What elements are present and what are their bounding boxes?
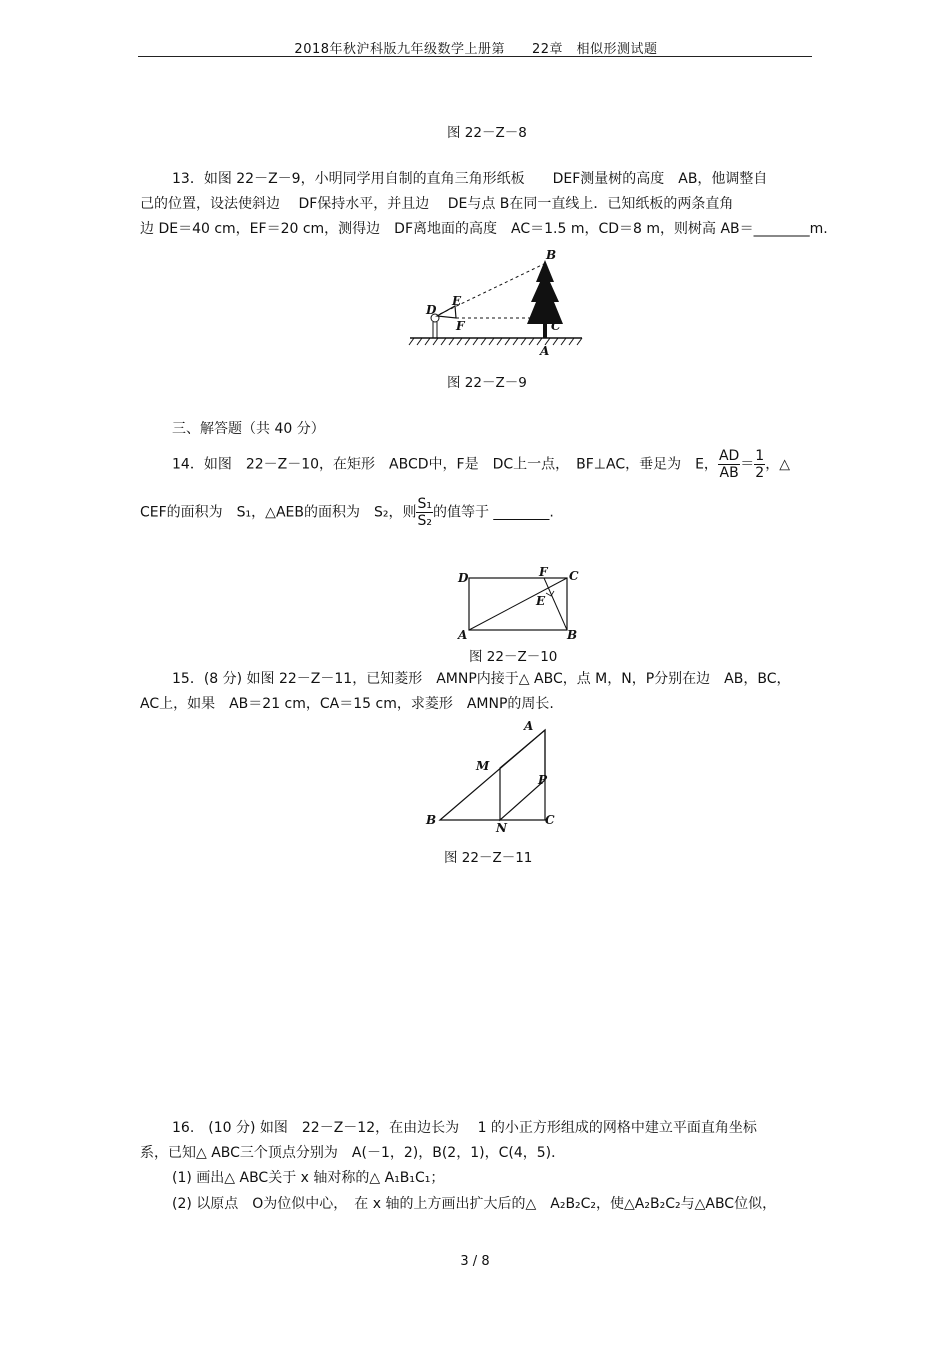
q16-line4: (2) 以原点 O为位似中心， 在 x 轴的上方画出扩大后的△ A₂B₂C₂，使△A₂B₂C₂与△ABC位似， [172, 1196, 777, 1212]
fraction-one-half: $\frac{1}{2}$ [755, 448, 765, 481]
fraction-ad-ab: $\frac{AD}{AB}$ [718, 448, 740, 481]
header-rule [138, 56, 812, 57]
q15-line2: AC上，如果 AB＝21 cm，CA＝15 cm，求菱形 AMNP的周长. [140, 696, 554, 712]
q15-line1: 15．(8 分) 如图 22－Z－11，已知菱形 AMNP内接于△ ABC，点 M，N，P分别在边 AB，BC， [172, 671, 791, 687]
figure-22-z-9 [400, 250, 590, 360]
figure-22-z-11 [420, 718, 570, 838]
label-P: P [538, 773, 548, 787]
q16-line3: (1) 画出△ ABC关于 x 轴对称的△ A₁B₁C₁； [172, 1170, 445, 1186]
fraction-s1-s2: $\frac{\text{S₁}}{\text{S₂}}$ [417, 496, 432, 529]
figure-caption-11: 图 22－Z－11 [444, 850, 533, 866]
figure-22-z-10 [455, 565, 585, 645]
q13-line2: 己的位置，设法使斜边 DF保持水平，并且边 DE与点 B在同一直线上．已知纸板的两条直角 [140, 196, 734, 212]
label-D: D [426, 303, 437, 317]
label-A: A [524, 719, 534, 733]
q13-line1: 13．如图 22－Z－9，小明同学用自制的直角三角形纸板 DEF测量树的高度 AB，他调整自 [172, 171, 768, 187]
q14-line2: CEF的面积为 S₁，△AEB的面积为 S₂，则 $\frac{\text{S₁}}{\text{S₂}}$ 的值等于 ________. [140, 496, 554, 529]
diagonal-ac [469, 578, 567, 630]
label-F: F [456, 319, 465, 333]
label-D: D [458, 571, 469, 585]
segment-bf [544, 578, 567, 630]
label-B: B [426, 813, 437, 827]
label-A: A [458, 628, 468, 642]
ground-hatch [409, 338, 582, 345]
label-E: E [536, 594, 546, 608]
label-A: A [540, 344, 550, 358]
label-C: C [551, 319, 561, 333]
q14-line1: 14．如图 22－Z－10，在矩形 ABCD中，F是 DC上一点， BF⊥AC，垂足为 E， $\frac{AD}{AB}$ ＝ $\frac{1}{2}$ ，△ [172, 448, 790, 481]
page-header-title: 2018年秋沪科版九年级数学上册第 22章 相似形测试题 [294, 42, 658, 57]
label-C: C [545, 813, 555, 827]
label-M: M [476, 759, 490, 773]
section-3-title: 三、解答题（共 40 分） [172, 421, 325, 437]
q16-line1: 16. (10 分) 如图 22－Z－12，在由边长为 1 的小正方形组成的网格中建立平面直角坐标 [172, 1120, 757, 1136]
figure-caption-8: 图 22－Z－8 [447, 125, 527, 141]
q13-line3: 边 DE＝40 cm，EF＝20 cm，测得边 DF离地面的高度 AC＝1.5 m，CD＝8 m，则树高 AB＝________m. [140, 221, 828, 237]
label-N: N [496, 821, 507, 835]
q16-line2: 系，已知△ ABC三个顶点分别为 A(－1，2)，B(2，1)，C(4，5)． [140, 1145, 566, 1161]
figure-caption-9: 图 22－Z－9 [447, 375, 527, 391]
figure-caption-10: 图 22－Z－10 [469, 649, 558, 665]
label-F: F [539, 565, 548, 579]
label-C: C [569, 569, 579, 583]
label-B: B [546, 250, 557, 262]
label-B: B [567, 628, 578, 642]
page-number: 3 / 8 [460, 1254, 490, 1269]
label-E: E [452, 294, 462, 308]
